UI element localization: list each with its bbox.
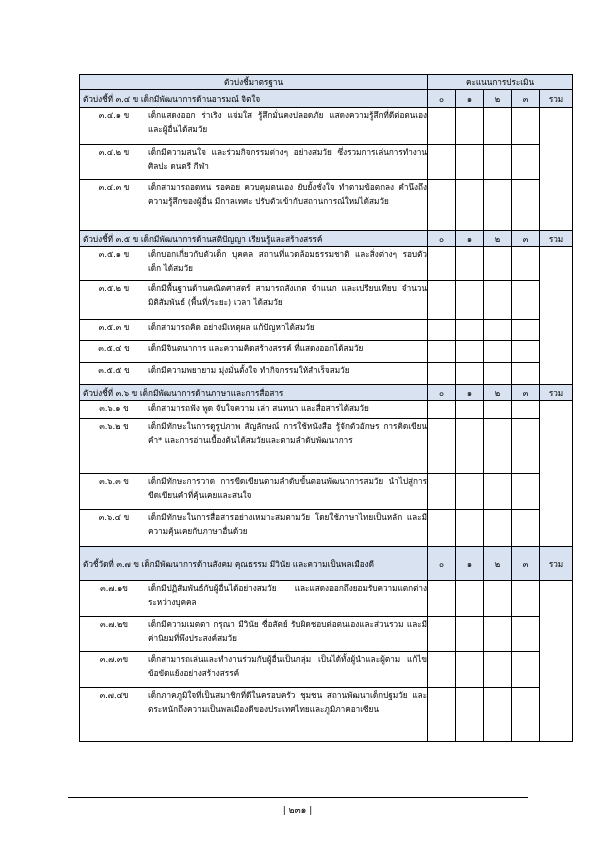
indicator-text: เด็กมีพื้นฐานด้านคณิตศาสตร์ สามารถสังเกต จำแนก และเปรียบเทียบ จำนวน มิติสัมพันธ์ (พื้นที่/ระยะ) เวลา ได้สมวัย bbox=[148, 283, 427, 307]
indicator-row bbox=[80, 652, 573, 688]
indicator-cell bbox=[80, 320, 428, 341]
total-label: รวม bbox=[540, 90, 573, 108]
score-cell[interactable] bbox=[428, 108, 456, 145]
score-cell[interactable] bbox=[484, 510, 512, 547]
indicator-cell bbox=[80, 474, 428, 510]
indicator-number: ๓.๖.๔ ข bbox=[98, 512, 130, 522]
score-cell[interactable] bbox=[512, 401, 540, 419]
score-cell[interactable] bbox=[456, 581, 484, 617]
indicator-cell bbox=[80, 401, 428, 419]
section-header-row bbox=[80, 90, 573, 108]
section-title: ตัวบ่งชี้ที่ ๓.๕ ข เด็กมีพัฒนาการด้านสติปัญญา เรียนรู้และสร้างสรรค์ bbox=[80, 231, 428, 247]
score-cell[interactable] bbox=[512, 281, 540, 320]
score-level-label: ๒ bbox=[484, 231, 512, 247]
score-level-label: ๐ bbox=[428, 385, 456, 401]
score-column-header: คะแนนการประเมิน bbox=[428, 75, 573, 90]
indicator-text: เด็กสามารถฟัง พูด จับใจความ เล่า สนทนา และสื่อสารได้สมวัย bbox=[148, 403, 369, 413]
score-cell[interactable] bbox=[428, 474, 456, 510]
section-header-row bbox=[80, 385, 573, 401]
score-level-label: ๑ bbox=[456, 90, 484, 108]
score-level-label: ๑ bbox=[456, 231, 484, 247]
score-cell[interactable] bbox=[456, 281, 484, 320]
score-level-label: ๒ bbox=[484, 547, 512, 581]
indicator-number: ๓.๗.๔ข bbox=[99, 690, 129, 700]
score-cell[interactable] bbox=[484, 247, 512, 281]
section-title: ตัวบ่งชี้ที่ ๓.๔ ข เด็กมีพัฒนาการด้านอารมณ์ จิตใจ bbox=[80, 90, 428, 108]
indicator-number: ๓.๔.๓ ข bbox=[98, 182, 130, 192]
score-cell[interactable] bbox=[428, 247, 456, 281]
score-level-label: ๐ bbox=[428, 547, 456, 581]
score-cell[interactable] bbox=[428, 341, 456, 363]
score-cell[interactable] bbox=[456, 474, 484, 510]
score-cell[interactable] bbox=[428, 510, 456, 547]
indicator-text: เด็กสามารถอดทน รอคอย ควบคุมตนเอง ยับยั้งชั่งใจ ทำตามข้อตกลง คำนึงถึงความรู้สึกของผู้อื่น มีกาลเทศะ ปรับตัวเข้ากับสถานการณ์ใหม่ได้สมวัย bbox=[148, 182, 427, 206]
indicator-text: เด็กมีความสนใจ และร่วมกิจกรรมต่างๆ อย่างสมวัย ซึ่งรวมการเล่นการทำงาน ศิลปะ ดนตรี กีฬา bbox=[148, 147, 427, 171]
indicator-cell bbox=[80, 688, 428, 742]
indicator-row bbox=[80, 617, 573, 652]
indicator-text: เด็กมีทักษะในการสื่อสารอย่างเหมาะสมตามวัย โดยใช้ภาษาไทยเป็นหลัก และมีความคุ้นเคยกับภาษาอื่นด้วย bbox=[148, 512, 427, 536]
total-label: รวม bbox=[540, 547, 573, 581]
indicator-number: ๓.๕.๔ ข bbox=[98, 343, 130, 353]
score-cell[interactable] bbox=[456, 419, 484, 474]
indicator-row bbox=[80, 581, 573, 617]
score-cell[interactable] bbox=[484, 652, 512, 688]
score-cell[interactable] bbox=[456, 247, 484, 281]
score-cell[interactable] bbox=[512, 617, 540, 652]
score-cell[interactable] bbox=[512, 581, 540, 617]
score-cell[interactable] bbox=[512, 474, 540, 510]
score-level-label: ๒ bbox=[484, 90, 512, 108]
score-cell[interactable] bbox=[456, 363, 484, 385]
indicator-text: เด็กมีปฏิสัมพันธ์กับผู้อื่นได้อย่างสมวัย และแสดงออกถึงยอมรับความแตกต่างระหว่างบุคคล bbox=[148, 583, 427, 607]
score-cell[interactable] bbox=[512, 419, 540, 474]
indicator-cell bbox=[80, 617, 428, 652]
indicator-number: ๓.๖.๑ ข bbox=[99, 403, 129, 413]
score-cell[interactable] bbox=[484, 281, 512, 320]
section-header-row bbox=[80, 547, 573, 581]
score-cell[interactable] bbox=[484, 688, 512, 742]
score-cell[interactable] bbox=[512, 652, 540, 688]
indicator-row bbox=[80, 320, 573, 341]
indicator-row bbox=[80, 401, 573, 419]
score-cell[interactable] bbox=[512, 320, 540, 341]
indicator-row bbox=[80, 341, 573, 363]
score-cell[interactable] bbox=[456, 320, 484, 341]
score-level-label: ๒ bbox=[484, 385, 512, 401]
indicator-number: ๓.๖.๒ ข bbox=[99, 421, 129, 431]
indicator-cell bbox=[80, 581, 428, 617]
score-cell[interactable] bbox=[428, 180, 456, 231]
indicator-cell bbox=[80, 419, 428, 474]
score-cell[interactable] bbox=[484, 320, 512, 341]
indicator-cell bbox=[80, 341, 428, 363]
indicator-row bbox=[80, 510, 573, 547]
indicator-row bbox=[80, 108, 573, 145]
score-level-label: ๑ bbox=[456, 547, 484, 581]
indicator-cell bbox=[80, 363, 428, 385]
score-cell[interactable] bbox=[512, 145, 540, 180]
footer-rule bbox=[68, 797, 528, 798]
score-level-label: ๓ bbox=[512, 90, 540, 108]
score-cell[interactable] bbox=[456, 652, 484, 688]
score-cell[interactable] bbox=[428, 145, 456, 180]
page-number: | ๒๓๑ | bbox=[282, 806, 313, 816]
score-cell[interactable] bbox=[512, 108, 540, 145]
score-cell[interactable] bbox=[456, 617, 484, 652]
indicator-cell bbox=[80, 281, 428, 320]
score-cell[interactable] bbox=[456, 688, 484, 742]
score-cell[interactable] bbox=[428, 320, 456, 341]
indicator-row bbox=[80, 688, 573, 742]
score-cell[interactable] bbox=[456, 145, 484, 180]
score-level-label: ๓ bbox=[512, 385, 540, 401]
indicator-number: ๓.๕.๑ ข bbox=[98, 249, 130, 259]
score-cell[interactable] bbox=[456, 180, 484, 231]
score-cell[interactable] bbox=[428, 617, 456, 652]
score-cell[interactable] bbox=[428, 363, 456, 385]
score-cell[interactable] bbox=[512, 510, 540, 547]
score-cell[interactable] bbox=[484, 419, 512, 474]
total-label: รวม bbox=[540, 385, 573, 401]
indicator-text: เด็กสามารถเล่นและทำงานร่วมกับผู้อื่นเป็นกลุ่ม เป็นได้ทั้งผู้นำและผู้ตาม แก้ไขข้อขัดแย้งอย่างสร้างสรรค์ bbox=[148, 654, 427, 678]
score-cell[interactable] bbox=[512, 180, 540, 231]
score-cell[interactable] bbox=[456, 108, 484, 145]
score-cell[interactable] bbox=[512, 247, 540, 281]
indicator-cell bbox=[80, 180, 428, 231]
indicator-cell bbox=[80, 510, 428, 547]
indicator-text: เด็กสามารถคิด อย่างมีเหตุผล แก้ปัญหาได้สมวัย bbox=[148, 322, 315, 332]
table-header-row bbox=[80, 75, 573, 90]
indicator-number: ๓.๔.๒ ข bbox=[98, 147, 130, 157]
indicator-number: ๓.๗.๓ข bbox=[99, 654, 129, 664]
score-level-label: ๐ bbox=[428, 231, 456, 247]
indicator-cell bbox=[80, 247, 428, 281]
indicator-cell bbox=[80, 108, 428, 145]
indicator-text: เด็กภาคภูมิใจที่เป็นสมาชิกที่ดีในครอบครัว ชุมชน สถานพัฒนาเด็กปฐมวัย และตระหนักถึงความเป็นพลเมืองดีของประเทศไทยและภูมิภาคอาเซียน bbox=[148, 690, 427, 714]
indicator-number: ๓.๕.๕ ข bbox=[98, 365, 130, 375]
indicator-number: ๓.๔.๑ ข bbox=[98, 110, 130, 120]
total-label: รวม bbox=[540, 231, 573, 247]
total-cell[interactable] bbox=[540, 401, 573, 547]
indicator-row bbox=[80, 474, 573, 510]
score-cell[interactable] bbox=[456, 510, 484, 547]
indicator-text: เด็กมีทักษะการวาด การขีดเขียนตามลำดับขั้นตอนพัฒนาการสมวัย นำไปสู่การขีดเขียนคำที่คุ้นเคยและสนใจ bbox=[148, 476, 427, 500]
score-level-label: ๑ bbox=[456, 385, 484, 401]
indicator-row bbox=[80, 281, 573, 320]
score-cell[interactable] bbox=[456, 341, 484, 363]
indicator-row bbox=[80, 145, 573, 180]
score-cell[interactable] bbox=[484, 180, 512, 231]
score-cell[interactable] bbox=[484, 617, 512, 652]
score-cell[interactable] bbox=[484, 108, 512, 145]
total-cell[interactable] bbox=[540, 581, 573, 742]
indicator-number: ๓.๗.๒ข bbox=[100, 619, 128, 629]
score-level-label: ๓ bbox=[512, 547, 540, 581]
score-cell[interactable] bbox=[484, 341, 512, 363]
indicator-number: ๓.๕.๒ ข bbox=[98, 283, 130, 293]
score-level-label: ๓ bbox=[512, 231, 540, 247]
score-cell[interactable] bbox=[484, 145, 512, 180]
score-cell[interactable] bbox=[428, 652, 456, 688]
score-cell[interactable] bbox=[428, 581, 456, 617]
score-cell[interactable] bbox=[456, 401, 484, 419]
total-cell[interactable] bbox=[540, 108, 573, 231]
indicator-cell bbox=[80, 652, 428, 688]
indicator-text: เด็กมีจินตนาการ และความคิดสร้างสรรค์ ที่แสดงออกได้สมวัย bbox=[148, 343, 364, 353]
indicator-row bbox=[80, 363, 573, 385]
section-title: ตัวบ่งชี้ที่ ๓.๖ ข เด็กมีพัฒนาการด้านภาษาและการสื่อสาร bbox=[80, 385, 428, 401]
indicator-number: ๓.๖.๓ ข bbox=[99, 476, 129, 486]
score-cell[interactable] bbox=[484, 474, 512, 510]
score-cell[interactable] bbox=[484, 581, 512, 617]
score-level-label: ๐ bbox=[428, 90, 456, 108]
indicator-text: เด็กแสดงออก ร่าเริง แจ่มใส รู้สึกมั่นคงปลอดภัย แสดงความรู้สึกที่ดีต่อตนเอง และผู้อื่นได้สมวัย bbox=[148, 110, 427, 134]
score-cell[interactable] bbox=[428, 401, 456, 419]
indicator-text: เด็กบอกเกี่ยวกับตัวเด็ก บุคคล สถานที่แวดล้อมธรรมชาติ และสิ่งต่างๆ รอบตัวเด็ก ได้สมวัย bbox=[148, 249, 427, 273]
score-cell[interactable] bbox=[428, 688, 456, 742]
indicator-row bbox=[80, 247, 573, 281]
indicator-text: เด็กมีความเมตตา กรุณา มีวินัย ซื่อสัตย์ รับผิดชอบต่อตนเองและส่วนรวม และมีค่านิยมที่พึงประสงค์สมวัย bbox=[148, 619, 427, 643]
indicator-column-header: ตัวบ่งชี้มาตรฐาน bbox=[80, 75, 428, 90]
score-cell[interactable] bbox=[484, 363, 512, 385]
section-title: ตัวชี้วัดที่ ๓.๗ ข เด็กมีพัฒนาการด้านสังคม คุณธรรม มีวินัย และความเป็นพลเมืองดี bbox=[80, 547, 428, 581]
score-cell[interactable] bbox=[512, 363, 540, 385]
indicator-number: ๓.๗.๑ข bbox=[100, 583, 128, 593]
indicator-text: เด็กมีความพยายาม มุ่งมั่นตั้งใจ ทำกิจกรรมให้สำเร็จสมวัย bbox=[148, 365, 350, 375]
indicator-text: เด็กมีทักษะในการดูรูปภาพ สัญลักษณ์ การใช้หนังสือ รู้จักตัวอักษร การคิดเขียนคำ* และการอ่านเบื้องต้นได้สมวัยและตามลำดับพัฒนาการ bbox=[148, 421, 427, 445]
score-cell[interactable] bbox=[512, 688, 540, 742]
score-cell[interactable] bbox=[428, 419, 456, 474]
indicator-row bbox=[80, 180, 573, 231]
section-header-row bbox=[80, 231, 573, 247]
indicator-row bbox=[80, 419, 573, 474]
assessment-table bbox=[79, 74, 573, 742]
total-cell[interactable] bbox=[540, 247, 573, 385]
score-cell[interactable] bbox=[512, 341, 540, 363]
indicator-number: ๓.๕.๓ ข bbox=[98, 322, 130, 332]
score-cell[interactable] bbox=[428, 281, 456, 320]
score-cell[interactable] bbox=[484, 401, 512, 419]
indicator-cell bbox=[80, 145, 428, 180]
